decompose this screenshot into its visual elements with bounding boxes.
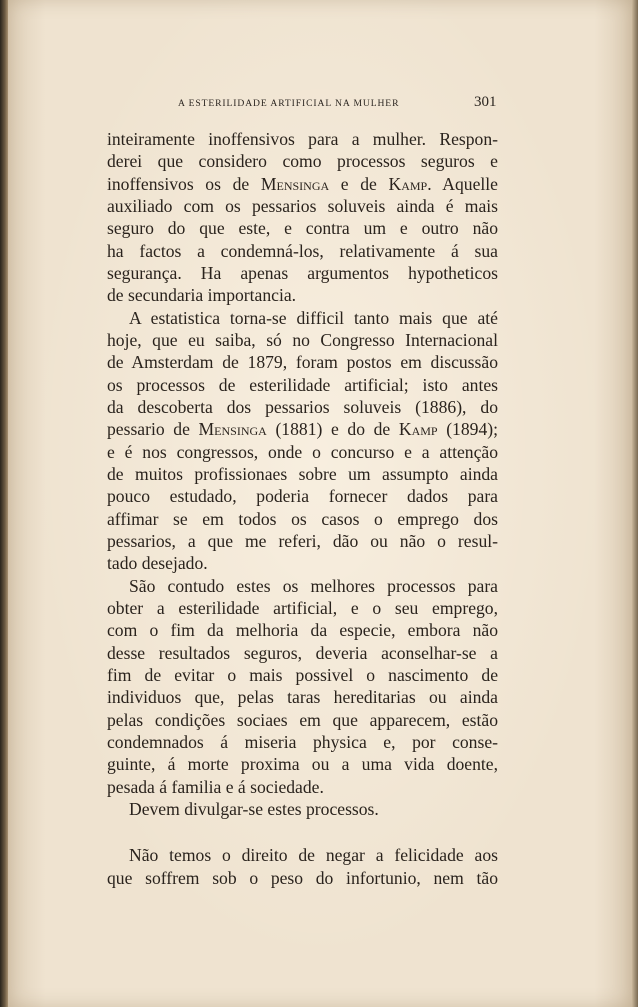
text-line: desse resultados seguros, deveria aconselhar-se a <box>107 642 498 663</box>
text-line: seguro do que este, e contra um e outro não <box>107 218 498 239</box>
author-name: Kamp <box>388 173 428 194</box>
text-line: auxiliado com os pessarios soluveis ainda é mais <box>107 195 498 216</box>
text-line: com o fim da melhoria da especie, embora não <box>107 620 498 641</box>
running-head <box>0 94 638 114</box>
text-line: inteiramente inoffensivos para a mulher. Respon- <box>107 129 498 149</box>
running-head-title: A ESTERILIDADE ARTIFICIAL NA MULHER <box>178 98 400 109</box>
text-line: affimar se em todos os casos o emprego dos <box>107 508 498 529</box>
text-line: obter a esterilidade artificial, e o seu emprego, <box>107 597 498 618</box>
text-line: São contudo estes os melhores processos para <box>129 575 498 596</box>
text-line: inoffensivos os de Mensinga e de Kamp. Aquelle <box>107 173 498 194</box>
text-line: pouco estudado, poderia fornecer dados para <box>107 486 498 507</box>
text-line: hoje, que eu saiba, só no Congresso Internacional <box>107 329 498 350</box>
text-line: os processos de esterilidade artificial; isto antes <box>107 374 498 395</box>
page-fore-edge <box>632 0 638 1007</box>
text-line: pelas condições sociaes em que apparecem, estão <box>107 709 498 730</box>
paragraph-gap <box>107 820 498 844</box>
text-line: derei que considero como processos seguros e <box>107 151 498 172</box>
text-line: pessario de Mensinga (1881) e do de Kamp (1894); <box>107 419 498 440</box>
text-line: de Amsterdam de 1879, foram postos em discussão <box>107 352 498 373</box>
author-name: Mensinga <box>198 419 267 440</box>
text-line: e é nos congressos, onde o concurso e a attenção <box>107 441 498 462</box>
text-line: Não temos o direito de negar a felicidade aos <box>129 845 498 866</box>
text-line: de secundaria importancia. <box>107 285 297 306</box>
text-line: ha factos a condemná-los, relativamente á sua <box>107 240 498 261</box>
author-name: Mensinga <box>260 173 330 194</box>
text-line: fim de evitar o mais possivel o nascimento de <box>107 664 498 685</box>
text-line: segurança. Ha apenas argumentos hypotheticos <box>107 262 498 283</box>
text-line: tado desejado. <box>107 553 208 574</box>
text-line: Devem divulgar-se estes processos. <box>129 798 379 819</box>
text-line: pesada á familia e á sociedade. <box>107 776 324 797</box>
text-line: pessarios, a que me referi, dão ou não o resul- <box>107 530 498 551</box>
author-name: Kamp <box>398 419 438 440</box>
text-line: A estatistica torna-se difficil tanto mais que até <box>129 307 498 328</box>
page-number: 301 <box>474 94 497 110</box>
text-line: guinte, á morte proxima ou a uma vida doente, <box>107 754 498 775</box>
body-text <box>107 128 498 889</box>
text-line: de muitos profissionaes sobre um assumpto ainda <box>107 463 498 484</box>
text-line: da descoberta dos pessarios soluveis (1886), do <box>107 396 498 417</box>
text-line: individuos que, pelas taras hereditarias ou ainda <box>107 687 498 708</box>
book-binding-edge <box>0 0 8 1007</box>
text-line: condemnados á miseria physica e, por conse- <box>107 731 498 752</box>
text-line: que soffrem sob o peso do infortunio, nem tão <box>107 867 498 888</box>
